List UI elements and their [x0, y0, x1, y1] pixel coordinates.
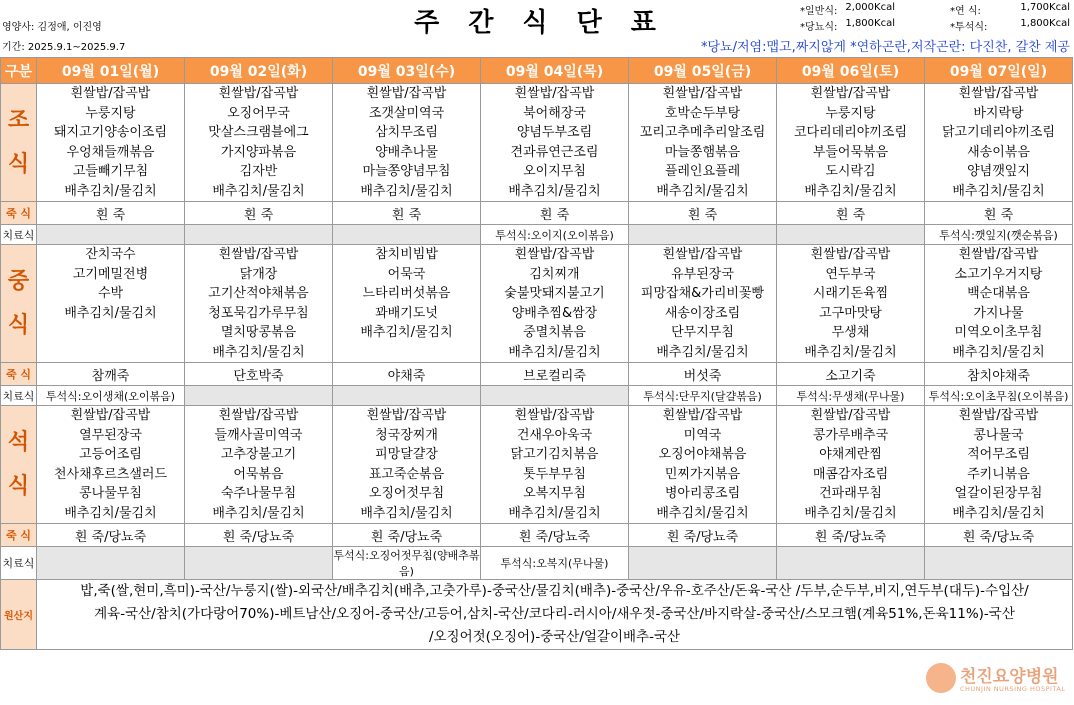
menu-item: 코다리데리야끼조림 [793, 125, 908, 140]
menu-item: 흰쌀밥/잡곡밥 [218, 247, 299, 262]
hospital-logo [926, 661, 1066, 699]
therapeutic-cell [481, 386, 629, 406]
therapeutic-cell: 투석식:오이지(오이볶음) [481, 225, 629, 245]
menu-item: 고들빼기무침 [72, 164, 149, 179]
menu-item: 열무된장국 [79, 427, 142, 443]
therapeutic-cell: 투석식:깻잎지(깻순볶음) [925, 225, 1073, 245]
lunch-porridge-row [1, 363, 1073, 386]
breakfast-day-cell [333, 84, 481, 202]
lunch-row [1, 245, 1073, 363]
porridge-cell: 흰 죽 [37, 202, 185, 225]
menu-item: 양념깻잎지 [967, 164, 1030, 179]
menu-item: 누룽지탕 [85, 105, 136, 121]
porridge-cell: 흰 죽 [629, 202, 777, 225]
menu-item: 숙주나물무침 [220, 486, 297, 501]
menu-item: 흰쌀밥/잡곡밥 [514, 408, 595, 423]
dinner-day-cell [925, 406, 1073, 524]
therapeutic-cell [37, 225, 185, 245]
menu-item: 배추김치/물김치 [360, 183, 453, 199]
menu-item: 배추김치/물김치 [804, 183, 897, 199]
menu-item: 고기메밀전병 [72, 266, 149, 282]
menu-item: 김치찌개 [529, 266, 580, 282]
menu-item: 도시락김 [825, 164, 876, 179]
porridge-cell: 참치야채죽 [925, 363, 1073, 386]
menu-item: 양배추나물 [375, 144, 438, 160]
origin-line: /오징어젓(오징어)-중국산/얼갈이배추-국산 [428, 629, 681, 645]
menu-item [37, 323, 184, 343]
porridge-cell: 단호박죽 [185, 363, 333, 386]
day-header: 09월 03일(수) [333, 58, 481, 84]
menu-item: 백순대볶음 [967, 286, 1030, 301]
therapeutic-label: 치료식 [1, 225, 37, 245]
therapeutic-cell [333, 386, 481, 406]
porridge-cell: 흰 죽/당뇨죽 [629, 524, 777, 547]
period-label: 기간: 2025.9.1~2025.9.7 [2, 42, 126, 53]
menu-item: 어묵국 [387, 266, 426, 282]
menu-item: 오징어무국 [227, 105, 290, 121]
porridge-cell: 흰 죽/당뇨죽 [925, 524, 1073, 547]
porridge-label: 죽 식 [1, 363, 37, 386]
therapeutic-cell [777, 547, 925, 580]
menu-item: 건새우아욱국 [516, 427, 593, 443]
menu-item: 가지나물 [973, 305, 1024, 321]
porridge-cell: 흰 죽 [925, 202, 1073, 225]
tree-logo-icon [926, 663, 956, 693]
dinner-day-cell [481, 406, 629, 524]
therapeutic-cell: 투석식:오징어젓무침(양배추볶음) [333, 547, 481, 580]
menu-item: 흰쌀밥/잡곡밥 [514, 86, 595, 101]
menu-item: 소고기우거지탕 [954, 266, 1043, 282]
menu-item: 배추김치/물김치 [212, 183, 305, 199]
kcal-diabetic: *당뇨식: 1,800Kcal [800, 18, 895, 33]
menu-item: 고추장불고기 [220, 447, 297, 462]
menu-item: 오징어젓무침 [368, 486, 445, 501]
porridge-cell: 소고기죽 [777, 363, 925, 386]
menu-item: 얼갈이된장무침 [954, 486, 1043, 501]
therapeutic-label: 치료식 [1, 386, 37, 406]
menu-item: 고구마맛탕 [819, 305, 882, 321]
origin-line: 계육-국산/참치(가다랑어70%)-베트남산/오징어-중국산/고등어,삼치-국산/코다리-러시아/새우젓-중국산/바지락살-중국산/스모크햄(계육51%,돈육11%)-국산 [94, 606, 1015, 622]
menu-item: 병아리콩조림 [664, 486, 741, 501]
menu-item: 오복지무침 [523, 486, 586, 501]
dinner-day-cell [185, 406, 333, 524]
menu-item: 배추김치/물김치 [656, 505, 749, 521]
breakfast-porridge-row [1, 202, 1073, 225]
porridge-cell: 흰 죽/당뇨죽 [481, 524, 629, 547]
menu-item: 피망잡채&가리비꽃빵 [640, 286, 765, 301]
dietitian-label: 영양사: 김정애, 이진영 [2, 22, 102, 33]
origin-row [1, 580, 1073, 650]
therapeutic-cell: 투석식:오복지(무나물) [481, 547, 629, 580]
menu-item: 견과류연근조림 [510, 144, 599, 160]
breakfast-day-cell [481, 84, 629, 202]
menu-item: 표고죽순볶음 [368, 466, 445, 482]
therapeutic-label: 치료식 [1, 547, 37, 580]
menu-item: 흰쌀밥/잡곡밥 [662, 86, 743, 101]
day-header: 09월 04일(목) [481, 58, 629, 84]
porridge-cell: 흰 죽/당뇨죽 [37, 524, 185, 547]
therapeutic-cell: 투석식:오이초무침(오이볶음) [925, 386, 1073, 406]
weekly-menu-table [0, 57, 1073, 650]
menu-item: 흰쌀밥/잡곡밥 [810, 408, 891, 423]
breakfast-label: 조 식 [1, 84, 37, 202]
menu-item: 배추김치/물김치 [952, 505, 1045, 521]
breakfast-therapeutic-row [1, 225, 1073, 245]
menu-item: 어묵볶음 [233, 466, 284, 482]
menu-item: 호박순두부탕 [664, 105, 741, 121]
menu-item: 바지락탕 [973, 105, 1024, 121]
menu-item [37, 343, 184, 363]
menu-item: 배추김치/물김치 [804, 344, 897, 360]
porridge-cell: 흰 죽/당뇨죽 [185, 524, 333, 547]
menu-item: 고기산적야채볶음 [208, 286, 309, 301]
menu-item: 시래기돈육찜 [812, 286, 889, 301]
menu-item: 톳두부무침 [523, 466, 586, 482]
menu-item: 흰쌀밥/잡곡밥 [70, 408, 151, 423]
therapeutic-cell [629, 225, 777, 245]
menu-item: 배추김치/물김치 [64, 505, 157, 521]
menu-item: 우엉채들깨볶음 [66, 144, 155, 160]
lunch-day-cell [333, 245, 481, 363]
menu-item: 플레인요플레 [664, 164, 741, 179]
menu-item: 양념두부조림 [516, 125, 593, 140]
menu-item: 단무지무침 [671, 325, 734, 340]
therapeutic-cell [37, 547, 185, 580]
day-header: 09월 06일(토) [777, 58, 925, 84]
menu-item: 흰쌀밥/잡곡밥 [958, 247, 1039, 262]
menu-item: 흰쌀밥/잡곡밥 [514, 247, 595, 262]
menu-item: 누룽지탕 [825, 105, 876, 121]
menu-item: 배추김치/물김치 [952, 344, 1045, 360]
kcal-soft: *연 식: 1,700Kcal [950, 2, 1070, 17]
dinner-label: 석 식 [1, 406, 37, 524]
therapeutic-cell [185, 547, 333, 580]
porridge-cell: 흰 죽/당뇨죽 [333, 524, 481, 547]
menu-item: 맛살스크램블에그 [208, 125, 309, 140]
porridge-cell: 참깨죽 [37, 363, 185, 386]
menu-item: 참치비빔밥 [375, 247, 438, 262]
menu-item: 피망달걀장 [375, 447, 438, 462]
menu-item: 배추김치/물김치 [508, 183, 601, 199]
porridge-cell: 브로컬리죽 [481, 363, 629, 386]
breakfast-day-cell [925, 84, 1073, 202]
menu-item: 야채계란찜 [819, 447, 882, 462]
menu-item: 새송이장조림 [664, 305, 741, 321]
breakfast-day-cell [777, 84, 925, 202]
therapeutic-cell [185, 225, 333, 245]
menu-item: 흰쌀밥/잡곡밥 [662, 408, 743, 423]
menu-item: 수박 [97, 286, 124, 301]
porridge-cell: 흰 죽 [777, 202, 925, 225]
menu-item [333, 343, 480, 363]
dinner-day-cell [333, 406, 481, 524]
logo-name: 천진요양병원 [960, 667, 1059, 687]
dinner-day-cell [37, 406, 185, 524]
menu-item: 닭개장 [239, 266, 278, 282]
menu-item: 마늘쫑햄볶음 [664, 144, 741, 160]
menu-item: 멸치땅콩볶음 [220, 325, 297, 340]
therapeutic-cell [925, 547, 1073, 580]
breakfast-day-cell [37, 84, 185, 202]
menu-item: 흰쌀밥/잡곡밥 [958, 408, 1039, 423]
menu-item: 닭고기김치볶음 [510, 447, 599, 462]
porridge-cell: 야채죽 [333, 363, 481, 386]
dinner-day-cell [777, 406, 925, 524]
menu-item: 미역오이초무침 [954, 325, 1043, 340]
menu-item: 연두부국 [825, 266, 876, 282]
logo-subtitle: CHUNJIN NURSING HOSPITAL [960, 685, 1066, 693]
menu-item: 흰쌀밥/잡곡밥 [810, 86, 891, 101]
menu-item: 흰쌀밥/잡곡밥 [70, 86, 151, 101]
menu-item: 북어해장국 [523, 105, 586, 121]
menu-item: 배추김치/물김치 [952, 183, 1045, 199]
menu-item: 흰쌀밥/잡곡밥 [810, 247, 891, 262]
menu-item: 느타리버섯볶음 [362, 286, 451, 301]
menu-item: 흰쌀밥/잡곡밥 [218, 86, 299, 101]
menu-item: 양배추찜&쌈장 [511, 305, 598, 321]
lunch-day-cell [37, 245, 185, 363]
menu-item: 배추김치/물김치 [508, 505, 601, 521]
menu-item: 숯불맛돼지불고기 [504, 286, 605, 301]
menu-item: 고등어조림 [79, 447, 142, 462]
menu-item: 흰쌀밥/잡곡밥 [366, 86, 447, 101]
menu-item: 천사채후르츠샐러드 [53, 466, 168, 482]
menu-item: 무생채 [831, 325, 870, 340]
menu-item: 닭고기데리야끼조림 [941, 125, 1056, 140]
day-header: 09월 02일(화) [185, 58, 333, 84]
menu-item: 적어무조림 [967, 447, 1030, 462]
kcal-general: *일반식: 2,000Kcal [800, 2, 895, 17]
menu-item: 배추김치/물김치 [360, 325, 453, 340]
menu-item: 잔치국수 [85, 247, 136, 262]
therapeutic-cell [333, 225, 481, 245]
page-title: 주 간 식 단 표 [414, 8, 666, 38]
menu-item: 오징어야채볶음 [658, 447, 747, 462]
therapeutic-cell: 투석식:무생채(무나물) [777, 386, 925, 406]
menu-item: 배추김치/물김치 [508, 344, 601, 360]
lunch-label: 중 식 [1, 245, 37, 363]
lunch-day-cell [481, 245, 629, 363]
lunch-day-cell [185, 245, 333, 363]
origin-line: 밥,죽(쌀,현미,흑미)-국산/누룽지(쌀)-외국산/배추김치(배추,고춧가루)-중국산/물김치(배추)-중국산/우유-호주산/돈육-국산 /두부,순두부,비지,연두부(대두)-수입산/ [80, 583, 1029, 599]
porridge-cell: 흰 죽 [185, 202, 333, 225]
menu-item: 흰쌀밥/잡곡밥 [662, 247, 743, 262]
menu-item: 매콤감자조림 [812, 466, 889, 482]
lunch-therapeutic-row [1, 386, 1073, 406]
menu-item: 꽈배기도넛 [375, 305, 438, 321]
lunch-day-cell [777, 245, 925, 363]
menu-item: 건파래무침 [819, 486, 882, 501]
porridge-cell: 흰 죽/당뇨죽 [777, 524, 925, 547]
therapeutic-cell: 투석식:오이생채(오이볶음) [37, 386, 185, 406]
menu-item: 배추김치/물김치 [64, 305, 157, 321]
menu-item: 새송이볶음 [967, 144, 1030, 160]
dinner-porridge-row [1, 524, 1073, 547]
dinner-day-cell [629, 406, 777, 524]
therapeutic-cell [777, 225, 925, 245]
menu-item: 주키니볶음 [967, 466, 1030, 482]
menu-item: 유부된장국 [671, 266, 734, 282]
origin-text [37, 580, 1073, 650]
porridge-label: 죽 식 [1, 524, 37, 547]
lunch-day-cell [629, 245, 777, 363]
kcal-dialysis: *투석식: 1,800Kcal [950, 18, 1070, 33]
breakfast-row [1, 84, 1073, 202]
menu-item: 들깨사골미역국 [214, 427, 303, 443]
menu-item: 흰쌀밥/잡곡밥 [218, 408, 299, 423]
day-header: 09월 07일(일) [925, 58, 1073, 84]
menu-item: 배추김치/물김치 [212, 505, 305, 521]
menu-item: 민찌가지볶음 [664, 466, 741, 482]
menu-item: 배추김치/물김치 [656, 183, 749, 199]
porridge-label: 죽 식 [1, 202, 37, 225]
menu-item: 콩나물무침 [79, 486, 142, 501]
gubun-header: 구분 [1, 58, 37, 84]
therapeutic-cell [185, 386, 333, 406]
porridge-cell: 버섯죽 [629, 363, 777, 386]
menu-item: 부들어묵볶음 [812, 144, 889, 160]
menu-item: 오이지무침 [523, 164, 586, 179]
menu-item: 청국장찌개 [375, 427, 438, 443]
menu-item: 배추김치/물김치 [212, 344, 305, 360]
menu-item: 돼지고기양송이조림 [53, 125, 168, 140]
menu-item: 가지양파볶음 [220, 144, 297, 160]
menu-item: 김자반 [239, 164, 278, 179]
menu-item: 조갯살미역국 [368, 105, 445, 121]
menu-item: 삼치무조림 [375, 125, 438, 140]
menu-item: 배추김치/물김치 [656, 344, 749, 360]
menu-item: 배추김치/물김치 [360, 505, 453, 521]
therapeutic-cell [629, 547, 777, 580]
breakfast-day-cell [629, 84, 777, 202]
header-row [1, 58, 1073, 84]
dinner-therapeutic-row [1, 547, 1073, 580]
menu-item: 배추김치/물김치 [804, 505, 897, 521]
breakfast-day-cell [185, 84, 333, 202]
dinner-row [1, 406, 1073, 524]
menu-item: 청포묵김가루무침 [208, 305, 309, 321]
porridge-cell: 흰 죽 [333, 202, 481, 225]
origin-label: 원산지 [1, 580, 37, 650]
menu-item: 배추김치/물김치 [64, 183, 157, 199]
menu-item: 미역국 [683, 427, 722, 443]
menu-item: 마늘쫑양념무침 [362, 164, 451, 179]
menu-item: 꼬리고추메추리알조림 [639, 125, 766, 140]
porridge-cell: 흰 죽 [481, 202, 629, 225]
therapeutic-cell: 투석식:단무지(달걀볶음) [629, 386, 777, 406]
menu-item: 콩가루배추국 [812, 427, 889, 443]
menu-item: 콩나물국 [973, 427, 1024, 443]
diet-note: *당뇨/저염:맵고,짜지않게 *연하곤란,저작곤란: 다진찬, 갈찬 제공 [700, 40, 1070, 55]
menu-item: 흰쌀밥/잡곡밥 [958, 86, 1039, 101]
day-header: 09월 05일(금) [629, 58, 777, 84]
lunch-day-cell [925, 245, 1073, 363]
menu-item: 중멸치볶음 [523, 325, 586, 340]
day-header: 09월 01일(월) [37, 58, 185, 84]
menu-item: 흰쌀밥/잡곡밥 [366, 408, 447, 423]
